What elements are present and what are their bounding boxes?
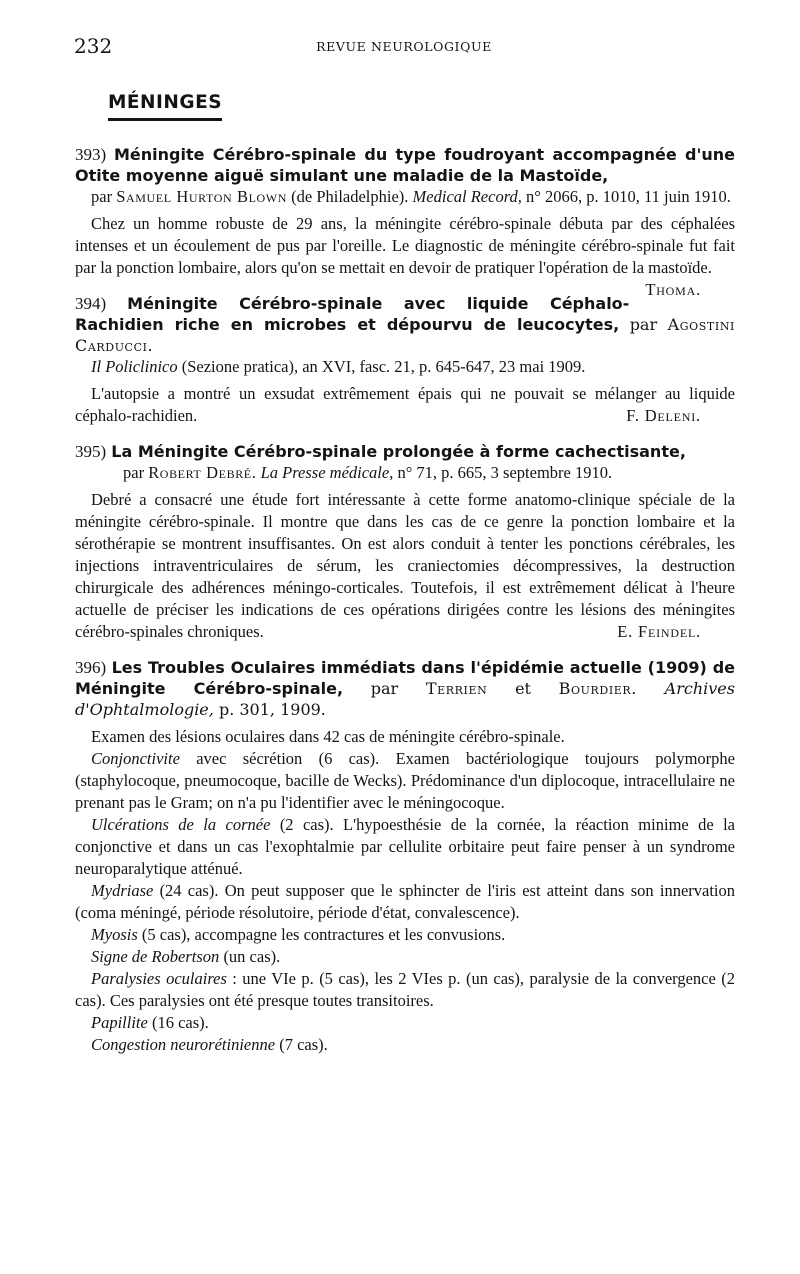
- finding-term: Myosis: [91, 925, 138, 944]
- affiliation: (de Philadelphie).: [291, 187, 409, 206]
- finding-text: (7 cas).: [279, 1035, 328, 1054]
- finding-item: [75, 880, 735, 924]
- journal: Archives d'Ophtalmologie,: [75, 679, 735, 719]
- author: Terrien: [425, 679, 488, 698]
- page-number: 232: [74, 34, 113, 58]
- abstract-body: [75, 726, 735, 1056]
- finding-item: [75, 968, 735, 1012]
- abstract-393: [75, 144, 735, 299]
- journal: Medical Record,: [412, 187, 522, 206]
- citation-prefix: par: [370, 679, 399, 698]
- abstract-395: [75, 441, 735, 643]
- body-text: Debré a consacré une étude fort intéressante à cette forme anatomo-clinique spéciale de la méningite cérébro-spinale. Il montre que dans les cas de ce genre la ponction lombaire et la sérothérapie se montrent insuffisantes. On est alors conduit à tenter les ponctions cérébrales, les injections intraventriculaires de sérum, les craniectomies décompressives, la destruction chirurgicale des adhérences méningo-corticales. Toutefois, il est extrêmement délicat à l'heure actuelle de préciser les indications de ces opérations dirigées contre les lésions des méningites cérébro-spinales chroniques.: [75, 490, 735, 641]
- finding-text: avec sécrétion (6 cas). Examen bactériologique toujours polymorphe (staphylocoque, pneumocoque, bacille de Wecks). Prédominance d'un diplocoque, intracellulaire ne prenant pas le Gram; on n'a pu l'identifier avec le méningocoque.: [75, 749, 735, 812]
- finding-text: (5 cas), accompagne les contractures et les convusions.: [141, 925, 506, 944]
- finding-term: Congestion neurorétinienne: [91, 1035, 276, 1054]
- abstract-number: 394): [75, 294, 107, 313]
- finding-item: [75, 1034, 735, 1056]
- reference: (Sezione pratica), an XVI, fasc. 21, p. 645-647, 23 mai 1909.: [181, 357, 586, 376]
- abstract-title: Les Troubles Oculaires immédiats dans l'épidémie actuelle (1909) de Méningite Cérébro-spinale,: [75, 658, 735, 698]
- abstract-number: 396): [75, 658, 107, 677]
- author: Agostini Carducci.: [75, 315, 735, 355]
- abstract-heading: [75, 144, 735, 186]
- citation-prefix: par: [629, 315, 658, 334]
- finding-item: [75, 748, 735, 814]
- abstract-heading: [75, 441, 735, 462]
- abstract-heading: [75, 657, 735, 720]
- author: Bourdier.: [558, 679, 637, 698]
- reference: n° 71, p. 665, 3 septembre 1910.: [397, 463, 613, 482]
- citation-prefix: par: [123, 463, 145, 482]
- finding-text: (2 cas). L'hypoesthésie de la cornée, la réaction minime de la conjonctive et dans un cas l'exophtalmie par cellulite orbitaire peut faire penser à un syndrome neuroparalytique atténué.: [75, 815, 735, 878]
- reference: n° 2066, p. 1010, 11 juin 1910.: [526, 187, 731, 206]
- finding-item: [75, 814, 735, 880]
- author-conjunction: et: [515, 679, 531, 698]
- signature: F. Deleni.: [626, 406, 701, 425]
- finding-term: Ulcérations de la cornée: [91, 815, 271, 834]
- signature: E. Feindel.: [617, 622, 701, 641]
- finding-term: Signe de Robertson: [91, 947, 220, 966]
- abstract-body: [75, 489, 735, 643]
- finding-item: [75, 1012, 735, 1034]
- abstract-heading: [75, 293, 735, 356]
- section-rule: [108, 118, 222, 121]
- abstract-number: 395): [75, 442, 107, 461]
- abstract-title: Méningite Cérébro-spinale avec liquide Céphalo-Rachidien riche en microbes et dépourvu de leucocytes,: [75, 294, 630, 334]
- body-text: L'autopsie a montré un exsudat extrêmement épais qui ne pouvait se mélanger au liquide céphalo-rachidien.: [75, 384, 735, 425]
- abstract-number: 393): [75, 145, 107, 164]
- abstract-396: [75, 657, 735, 1056]
- abstract-body: [75, 383, 735, 427]
- abstract-394: [75, 293, 735, 427]
- finding-text: : une VIe p. (5 cas), les 2 VIes p. (un cas), paralysie de la convergence (2 cas). Ces paralysies ont été presque toutes transitoires.: [75, 969, 735, 1010]
- finding-term: Conjonctivite: [91, 749, 180, 768]
- section-title: MÉNINGES: [108, 92, 223, 113]
- finding-text: (16 cas).: [151, 1013, 209, 1032]
- abstract-body: [75, 213, 735, 299]
- running-title: REVUE NEUROLOGIQUE: [316, 39, 492, 54]
- journal: Il Policlinico: [91, 357, 178, 376]
- abstract-title: Méningite Cérébro-spinale du type foudroyant accompagnée d'une Otite moyenne aiguë simulant une maladie de la Mastoïde,: [75, 145, 735, 185]
- abstract-citation: [75, 356, 735, 377]
- body-intro: Examen des lésions oculaires dans 42 cas de méningite cérébro-spinale.: [91, 727, 565, 746]
- finding-term: Papillite: [91, 1013, 148, 1032]
- finding-term: Mydriase: [91, 881, 154, 900]
- journal: La Presse médicale,: [260, 463, 394, 482]
- abstract-citation: [75, 462, 735, 483]
- abstract-list: [75, 144, 735, 1070]
- reference: p. 301, 1909.: [218, 700, 326, 719]
- author: Samuel Hurton Blown: [116, 187, 287, 206]
- finding-item: [75, 946, 735, 968]
- body-text: Chez un homme robuste de 29 ans, la méningite cérébro-spinale débuta par des céphalées intenses et un écoulement de pus par l'oreille. Le diagnostic de méningite cérébro-spinale fut fait par la ponction lombaire, alors qu'on se mettait en devoir de pratiquer l'opération de la mastoïde.: [75, 214, 735, 277]
- page-header: [74, 34, 734, 60]
- finding-term: Paralysies oculaires: [91, 969, 227, 988]
- finding-text: (24 cas). On peut supposer que le sphincter de l'iris est atteint dans son innervation (coma méningé, période résolutoire, période d'état, convalescence).: [75, 881, 736, 922]
- abstract-title: La Méningite Cérébro-spinale prolongée à forme cachectisante,: [111, 442, 686, 461]
- citation-prefix: par: [91, 187, 113, 206]
- finding-text: (un cas).: [223, 947, 281, 966]
- signature: Thoma.: [645, 280, 701, 299]
- finding-item: [75, 924, 735, 946]
- author: Robert Debré.: [148, 463, 257, 482]
- abstract-citation: [75, 186, 735, 207]
